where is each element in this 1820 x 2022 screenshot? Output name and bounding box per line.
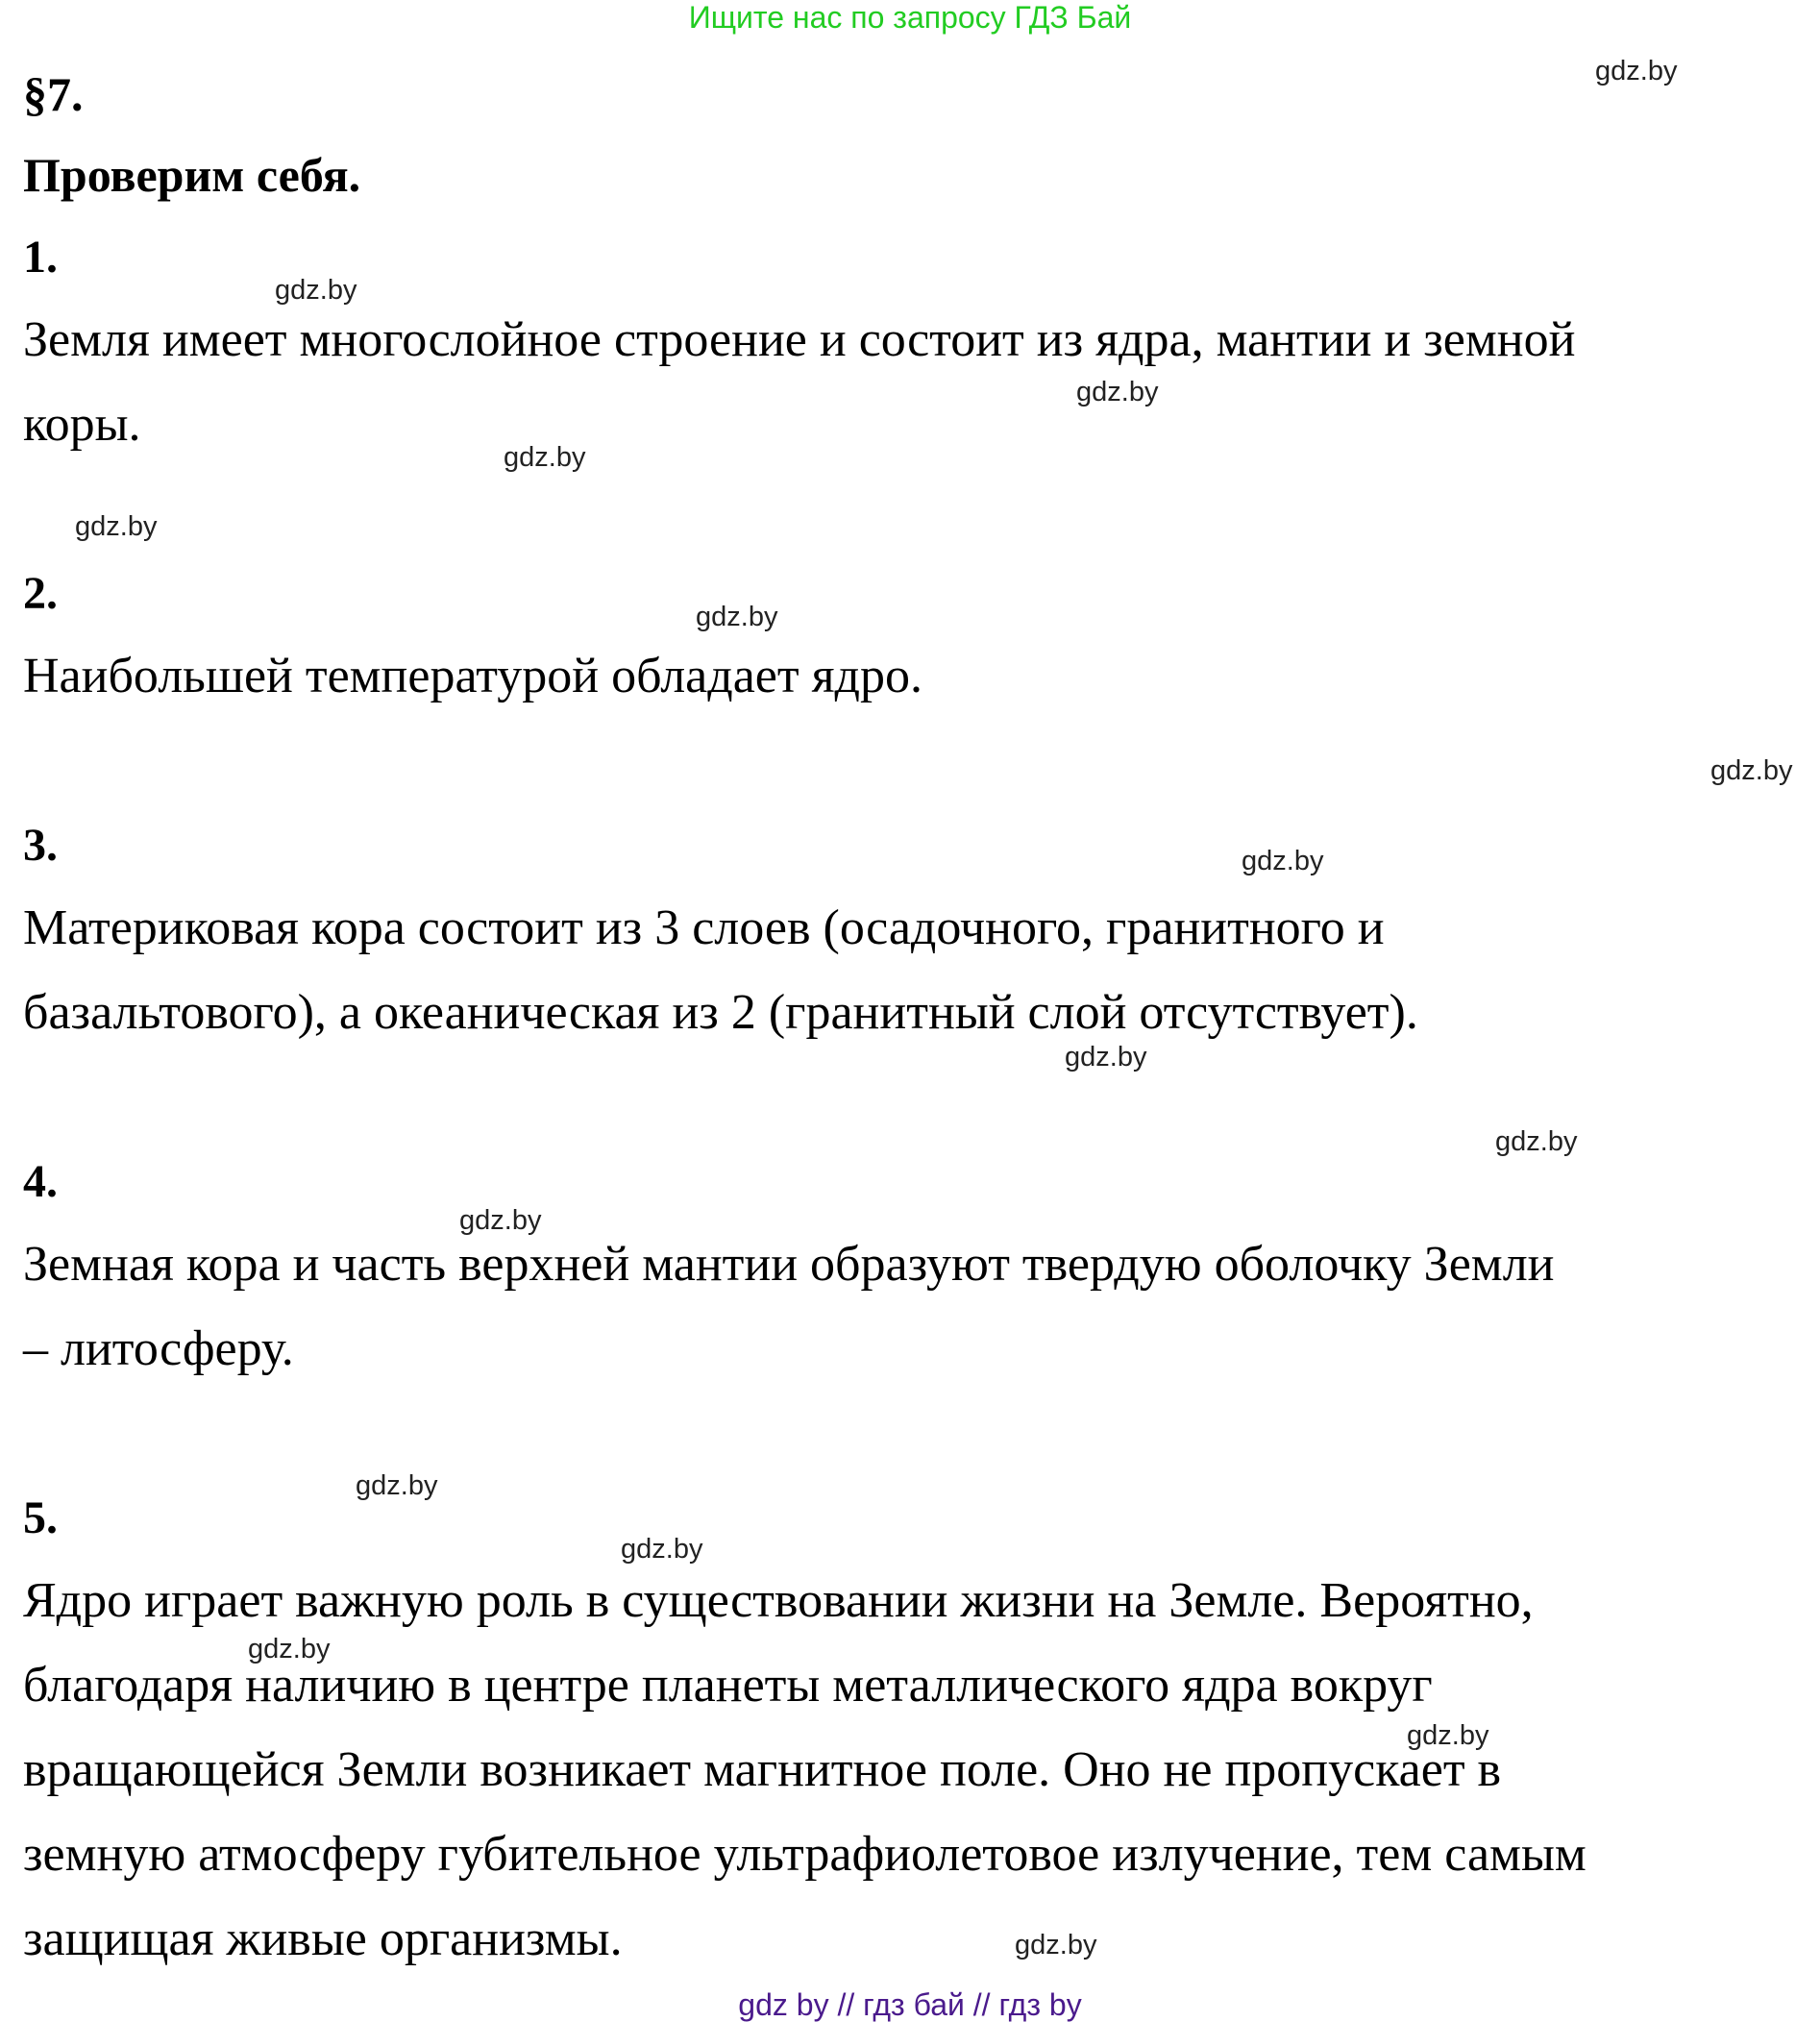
answer-line: – литосферу. — [23, 1321, 294, 1376]
answer-line: Наибольшей температурой обладает ядро. — [23, 649, 922, 703]
answer-line: земную атмосферу губительное ультрафиолетовое излучение, тем самым — [23, 1827, 1586, 1882]
question-number: 2. — [23, 568, 58, 619]
answer-line: Земля имеет многослойное строение и состоит из ядра, мантии и земной — [23, 312, 1576, 367]
page-title: Проверим себя. — [23, 148, 361, 202]
answer-text — [23, 298, 1801, 467]
watermark: gdz.by — [1242, 846, 1324, 876]
answer-line: Материковая кора состоит из 3 слоев (осадочного, гранитного и — [23, 900, 1385, 955]
watermark: gdz.by — [621, 1534, 703, 1565]
watermark: gdz.by — [1065, 1042, 1147, 1073]
watermark: gdz.by — [75, 511, 158, 542]
answer-line: защищая живые организмы. — [23, 1911, 623, 1966]
answer-line: вращающейся Земли возникает магнитное поле. Оно не пропускает в — [23, 1742, 1502, 1797]
footer-links[interactable]: gdz by // гдз бай // гдз by — [738, 1987, 1082, 2022]
answer-line: базальтового), а океаническая из 2 (гранитный слой отсутствует). — [23, 985, 1418, 1040]
watermark: gdz.by — [696, 602, 778, 632]
watermark: gdz.by — [1407, 1720, 1489, 1751]
watermark: gdz.by — [248, 1634, 331, 1664]
watermark: gdz.by — [1495, 1126, 1578, 1157]
answer-text — [23, 1222, 1801, 1392]
answer-line: Земная кора и часть верхней мантии образуют твердую оболочку Земли — [23, 1237, 1555, 1292]
watermark: gdz.by — [275, 275, 357, 306]
search-banner[interactable]: Ищите нас по запросу ГДЗ Бай — [688, 0, 1132, 35]
watermark: gdz.by — [1710, 755, 1793, 786]
answer-line: Ядро играет важную роль в существовании жизни на Земле. Вероятно, — [23, 1573, 1534, 1628]
watermark: gdz.by — [1015, 1930, 1097, 1960]
answer-text — [23, 1559, 1801, 1982]
question-number: 4. — [23, 1156, 58, 1207]
section-number: §7. — [23, 67, 84, 121]
answer-line: благодаря наличию в центре планеты металлического ядра вокруг — [23, 1658, 1433, 1713]
watermark: gdz.by — [1076, 377, 1159, 407]
watermark: gdz.by — [459, 1205, 542, 1236]
answer-text — [23, 634, 1801, 719]
answer-text — [23, 886, 1801, 1055]
watermark: gdz.by — [356, 1470, 438, 1501]
question-number: 5. — [23, 1492, 58, 1543]
question-number: 1. — [23, 232, 58, 283]
watermark: gdz.by — [1595, 56, 1678, 86]
watermark: gdz.by — [504, 442, 586, 473]
question-number: 3. — [23, 820, 58, 871]
answer-line: коры. — [23, 397, 141, 452]
